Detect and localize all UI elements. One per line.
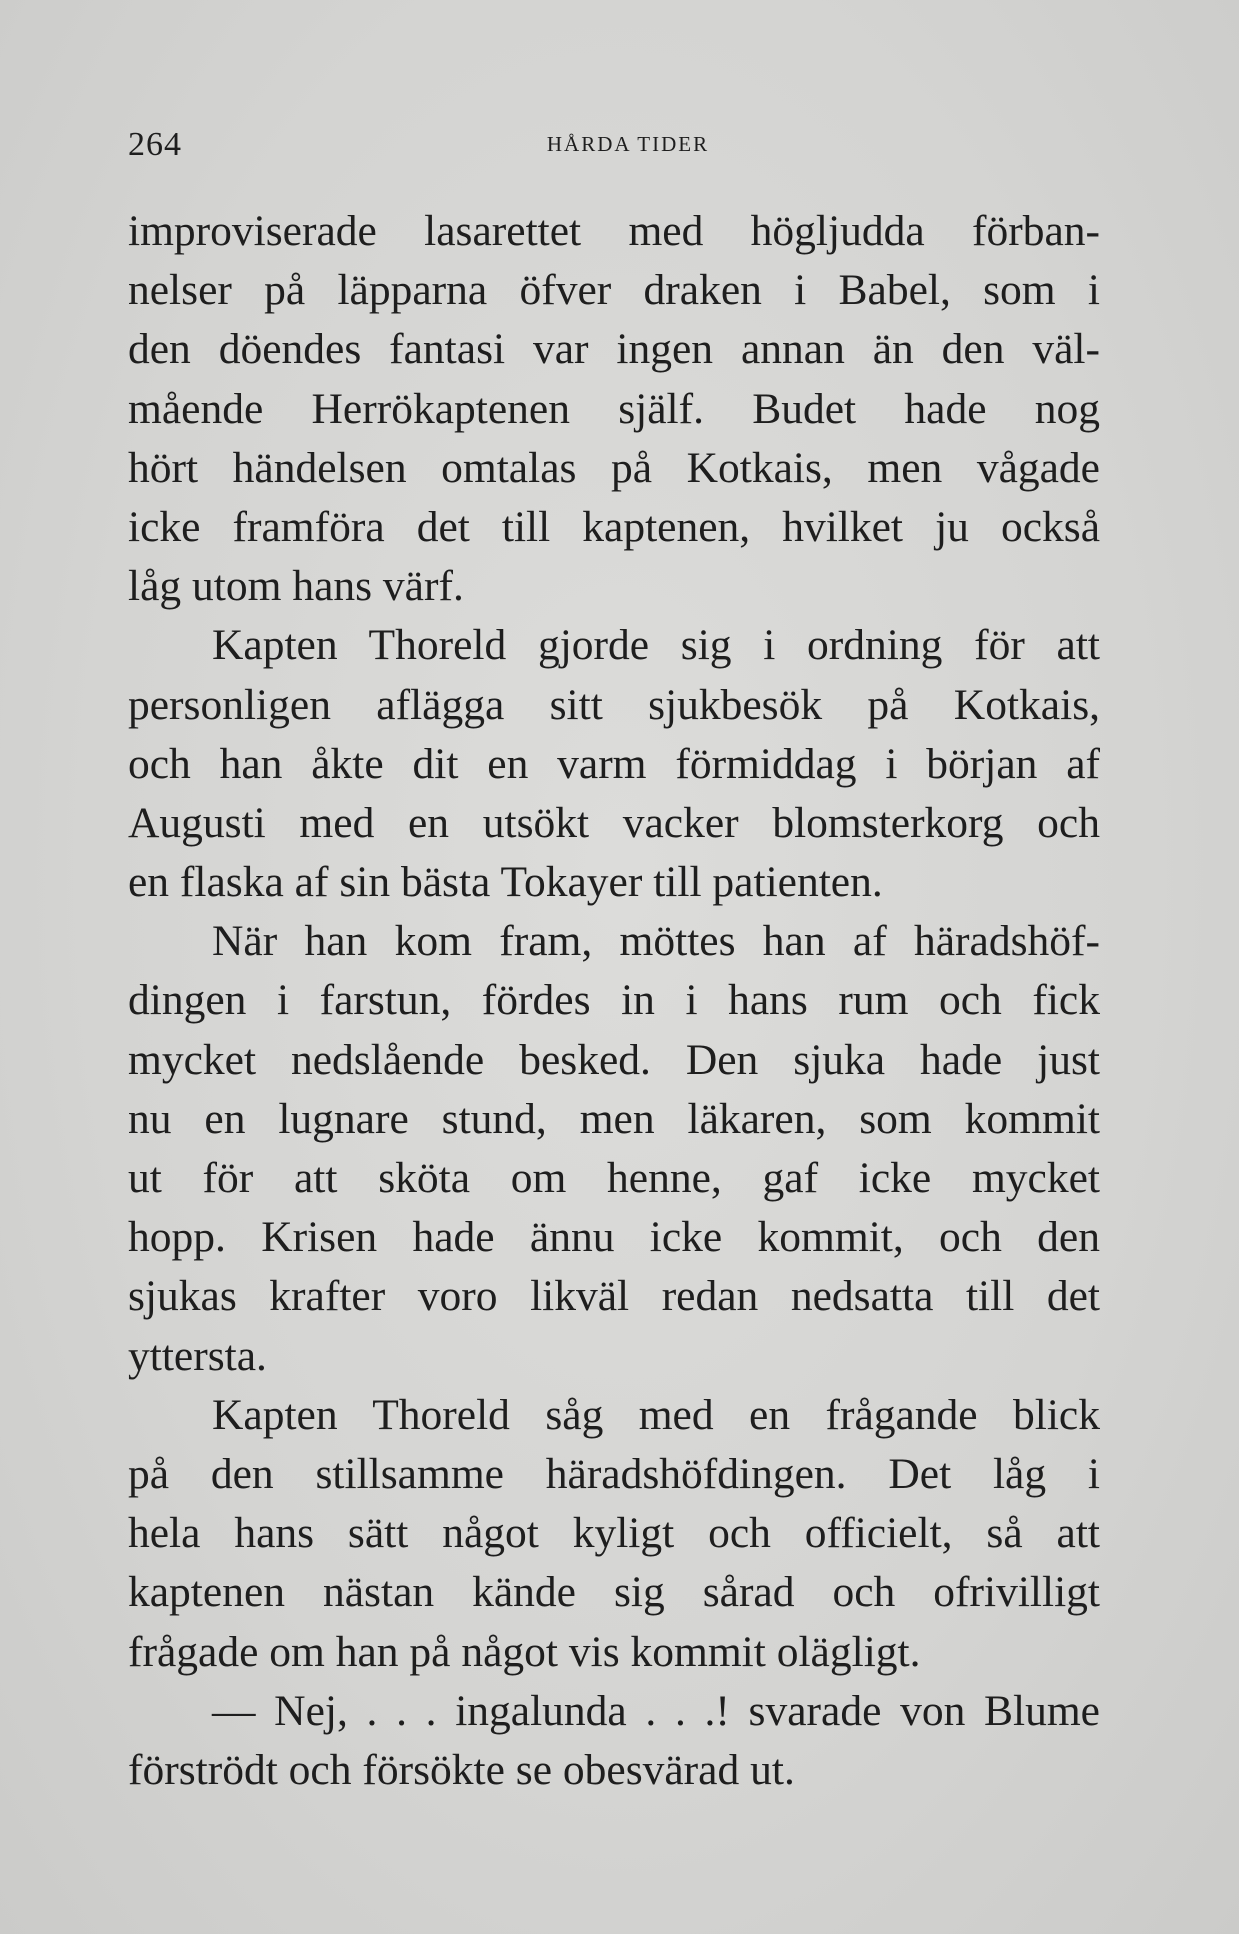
text-line: den döendes fantasi var ingen annan än den väl-	[128, 325, 1100, 374]
paragraph-start: Kapten Thoreld gjorde sig i ordning för att	[212, 621, 1100, 670]
text-line: ut för att sköta om henne, gaf icke mycket	[128, 1154, 1100, 1202]
text-line: hela hans sätt något kyligt och officielt, så att	[128, 1509, 1100, 1558]
text-line: nelser på läpparna öfver draken i Babel, som i	[128, 266, 1100, 315]
text-line: nu en lugnare stund, men läkaren, som kommit	[128, 1094, 1100, 1143]
text-line: personligen aflägga sitt sjukbesök på Kotkais,	[128, 680, 1100, 729]
text-line: kaptenen nästan kände sig sårad och ofrivilligt	[128, 1568, 1100, 1617]
text-line: låg utom hans värf.	[128, 562, 464, 611]
paragraph-start: — Nej, . . . ingalunda . . .! svarade von Blume	[212, 1686, 1100, 1735]
paragraph-start: När han kom fram, möttes han af häradshöf-	[212, 917, 1100, 966]
text-line: Augusti med en utsökt vacker blomsterkorg och	[128, 798, 1100, 847]
page-number: 264	[128, 126, 182, 163]
text-line: hopp. Krisen hade ännu icke kommit, och den	[128, 1213, 1100, 1262]
text-line: på den stillsamme häradshöfdingen. Det låg i	[128, 1449, 1100, 1498]
text-line: yttersta.	[128, 1331, 267, 1380]
text-line: improviserade lasarettet med högljudda förban-	[128, 207, 1100, 255]
text-line: frågade om han på något vis kommit olägligt.	[128, 1627, 921, 1676]
text-line: dingen i farstun, fördes in i hans rum och fick	[128, 976, 1100, 1025]
running-title: HÅRDA TIDER	[546, 132, 710, 156]
page-header	[128, 118, 1098, 168]
text-line: och han åkte dit en varm förmiddag i början af	[128, 739, 1100, 788]
paragraph-start: Kapten Thoreld såg med en frågande blick	[212, 1390, 1100, 1439]
text-line: mående Herrökaptenen själf. Budet hade nog	[128, 384, 1100, 433]
text-line: förströdt och försökte se obesvärad ut.	[128, 1745, 795, 1794]
text-line: icke framföra det till kaptenen, hvilket ju också	[128, 502, 1100, 551]
text-line: mycket nedslående besked. Den sjuka hade just	[128, 1035, 1100, 1084]
text-line: sjukas krafter voro likväl redan nedsatta till det	[128, 1272, 1100, 1321]
body-text	[128, 202, 1100, 1800]
text-line: hört händelsen omtalas på Kotkais, men vågade	[128, 443, 1100, 492]
text-line: en flaska af sin bästa Tokayer till patienten.	[128, 858, 883, 907]
